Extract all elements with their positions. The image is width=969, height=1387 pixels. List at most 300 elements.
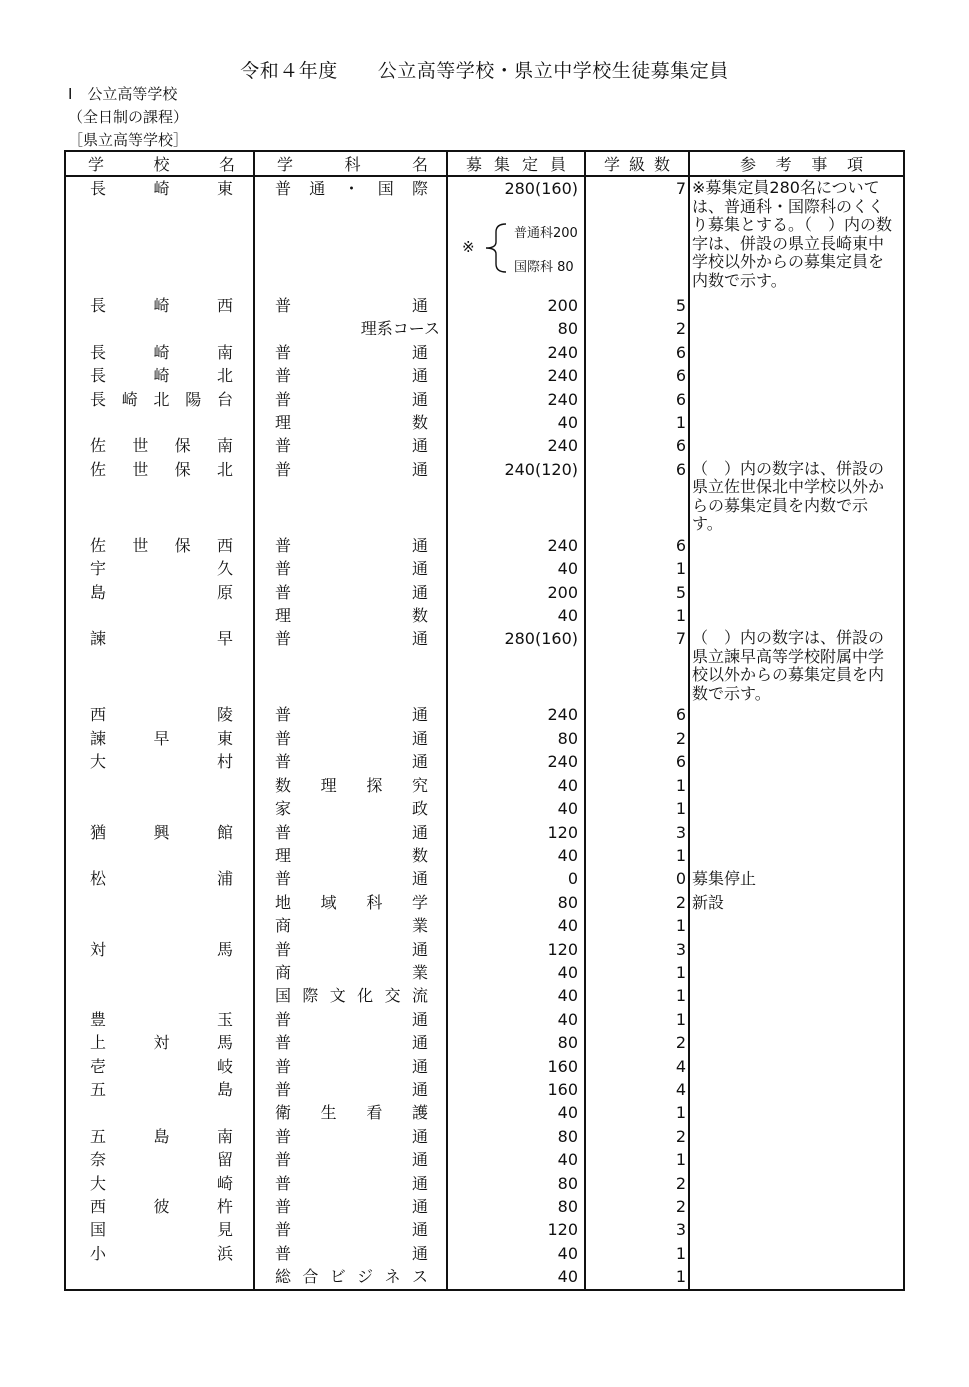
school-name-char: 島	[153, 1126, 170, 1146]
subject-char: 普	[275, 389, 292, 409]
header-school	[65, 151, 254, 176]
school-name-char: 馬	[216, 939, 233, 959]
header-char: 考	[775, 155, 792, 174]
subject-char: 家	[275, 799, 292, 819]
school-name-char: 対	[153, 1033, 170, 1053]
school-name-char: 南	[216, 342, 233, 362]
class-count-cell: 1	[585, 984, 689, 1007]
table-row	[65, 844, 904, 867]
school-name-char: 長	[90, 389, 107, 409]
school-name-char: 長	[90, 366, 107, 386]
class-count-cell: 4	[585, 1055, 689, 1078]
subject-char: 通	[411, 752, 428, 772]
class-count-cell: 1	[585, 1242, 689, 1265]
note-cell	[689, 1055, 904, 1078]
school-name-char: 佐	[90, 535, 107, 555]
subject-char: 生	[320, 1103, 337, 1123]
subject-char: 普	[275, 1197, 292, 1216]
school-name-char: 館	[216, 822, 233, 842]
school-name-char: 崎	[153, 366, 170, 386]
subject-char: 合	[302, 1267, 319, 1287]
note-cell	[689, 434, 904, 457]
subject-char: 際	[411, 179, 428, 198]
subject-char: ビ	[329, 1267, 346, 1287]
school-name-char: 松	[90, 869, 107, 889]
subject-char: 通	[411, 459, 428, 479]
school-name-char: 大	[90, 1173, 107, 1193]
school-name-cell	[65, 1172, 254, 1195]
course-label: （全日制の課程）	[68, 108, 189, 126]
capacity-cell: 120	[447, 938, 585, 961]
school-name-cell	[65, 797, 254, 820]
school-name-cell	[65, 914, 254, 937]
header-char: 学	[88, 155, 105, 174]
subject-char: 通	[411, 1126, 428, 1146]
class-count-cell: 1	[585, 914, 689, 937]
note-cell	[689, 1172, 904, 1195]
subject-char: 商	[275, 916, 292, 936]
school-name-char: 彼	[153, 1197, 170, 1216]
capacity-cell: 80	[447, 317, 585, 340]
table-row	[65, 984, 904, 1007]
school-name-cell	[65, 557, 254, 580]
subject-cell	[254, 627, 447, 703]
subject-char: 政	[411, 799, 428, 819]
class-count-cell: 3	[585, 821, 689, 844]
school-name-cell	[65, 1218, 254, 1241]
subject-char: 科	[366, 892, 383, 912]
subject-char: 通	[411, 1243, 428, 1263]
class-count-cell: 6	[585, 388, 689, 411]
table-row	[65, 1125, 904, 1148]
subject-cell	[254, 727, 447, 750]
note-text: 募集停止	[692, 869, 757, 889]
school-name-cell	[65, 961, 254, 984]
subject-cell	[254, 1055, 447, 1078]
subject-char: 通	[411, 705, 428, 725]
header-char: 定	[521, 155, 538, 174]
school-name-char: 浜	[216, 1243, 233, 1263]
class-count-cell: 2	[585, 1125, 689, 1148]
subject-char: 通	[411, 1197, 428, 1216]
note-cell	[689, 821, 904, 844]
school-name-char: 東	[216, 728, 233, 748]
capacity-cell: 40	[447, 844, 585, 867]
school-name-char: 諫	[90, 629, 107, 649]
class-count-cell: 6	[585, 341, 689, 364]
category-label: ［県立高等学校］	[68, 131, 189, 149]
school-name-cell	[65, 984, 254, 1007]
subject-char: 普	[275, 179, 292, 198]
subject-char: ネ	[384, 1267, 401, 1287]
note-cell	[689, 1101, 904, 1124]
class-count-cell: 2	[585, 727, 689, 750]
school-name-char: 早	[153, 728, 170, 748]
subject-char: 通	[411, 559, 428, 579]
subject-char: 普	[275, 1243, 292, 1263]
subject-char: 衛	[275, 1103, 292, 1123]
capacity-cell: 40	[447, 961, 585, 984]
subject-cell	[254, 1101, 447, 1124]
school-name-cell	[65, 434, 254, 457]
note-text: （ ）内の数字は、併設の県立佐世保北中学校以外からの募集定員を内数で示す。	[692, 458, 885, 534]
note-text: ※募集定員280名については、普通科・国際科のくくり募集とする。（ ）内の数字は、併設の県立長崎東中学校以外からの募集定員を内数で示す。	[692, 178, 893, 290]
subject-char: 通	[411, 1009, 428, 1029]
header-notes	[689, 151, 904, 176]
subject-char: 通	[411, 389, 428, 409]
subject-char: 通	[411, 436, 428, 456]
school-name-cell	[65, 821, 254, 844]
school-name-cell	[65, 1101, 254, 1124]
school-name-char: 保	[174, 535, 191, 555]
subject-char: 学	[411, 892, 428, 912]
school-name-char: 対	[90, 939, 107, 959]
school-name-char: 小	[90, 1243, 107, 1263]
header-char: 学	[277, 155, 294, 174]
capacity-cell: 40	[447, 1101, 585, 1124]
school-name-char: 久	[216, 559, 233, 579]
table-row	[65, 1055, 904, 1078]
table-row	[65, 1078, 904, 1101]
class-count-cell: 2	[585, 891, 689, 914]
subject-char: 際	[302, 986, 319, 1006]
note-cell	[689, 294, 904, 317]
subject-char: 普	[275, 1079, 292, 1099]
curly-brace-icon	[478, 222, 508, 274]
note-cell	[689, 411, 904, 434]
note-cell	[689, 604, 904, 627]
school-name-cell	[65, 891, 254, 914]
subject-char: 国	[377, 179, 394, 198]
table-row	[65, 388, 904, 411]
subject-char: ・	[343, 179, 360, 198]
capacity-cell: 280(160)	[447, 176, 585, 294]
school-name-cell	[65, 364, 254, 387]
title-year: 令和４年度	[240, 60, 338, 82]
subject-char: 普	[275, 1009, 292, 1029]
note-cell	[689, 341, 904, 364]
capacity-cell: 80	[447, 1031, 585, 1054]
school-name-char: 南	[216, 1126, 233, 1146]
capacity-cell: 120	[447, 821, 585, 844]
subject-char: 通	[411, 1033, 428, 1053]
subject-char: ス	[411, 1267, 428, 1287]
school-name-char: 原	[216, 582, 233, 602]
asterisk-mark: ※	[462, 238, 475, 256]
subject-cell	[254, 867, 447, 890]
school-name-char: 早	[216, 629, 233, 649]
subject-char: 流	[411, 986, 428, 1006]
school-name-cell	[65, 581, 254, 604]
school-name-cell	[65, 604, 254, 627]
header-char: 事	[811, 155, 828, 174]
school-name-char: 村	[216, 752, 233, 772]
school-name-char: 杵	[216, 1197, 233, 1216]
subject-cell	[254, 1148, 447, 1171]
note-cell	[689, 1265, 904, 1289]
class-count-cell: 3	[585, 938, 689, 961]
note-cell	[689, 627, 904, 703]
subject-name: 理系コース	[360, 319, 440, 339]
school-name-char: 諫	[90, 728, 107, 748]
subject-cell	[254, 703, 447, 726]
header-subject	[254, 151, 447, 176]
capacity-cell: 240	[447, 750, 585, 773]
subject-cell	[254, 938, 447, 961]
subject-char: 地	[275, 892, 292, 912]
subject-char: 普	[275, 939, 292, 959]
class-count-cell: 7	[585, 176, 689, 294]
subject-cell	[254, 341, 447, 364]
school-name-char: 猶	[90, 822, 107, 842]
subject-char: 理	[275, 606, 292, 626]
school-name-char: 長	[90, 296, 107, 315]
subject-cell	[254, 844, 447, 867]
subject-cell	[254, 984, 447, 1007]
school-name-cell	[65, 867, 254, 890]
class-count-cell: 1	[585, 604, 689, 627]
table-row	[65, 867, 904, 890]
header-char: 員	[549, 155, 566, 174]
school-name-char: 西	[216, 296, 233, 315]
class-count-cell: 2	[585, 1195, 689, 1218]
bracket-line-international: 国際科 80	[514, 260, 574, 275]
table-row	[65, 411, 904, 434]
subject-char: 普	[275, 459, 292, 479]
class-count-cell: 6	[585, 434, 689, 457]
school-name-char: 陵	[216, 705, 233, 725]
subject-char: 数	[411, 845, 428, 865]
table-row	[65, 703, 904, 726]
note-text: 新設	[692, 892, 725, 912]
school-name-char: 北	[216, 366, 233, 386]
header-char: 名	[411, 155, 428, 174]
class-count-cell: 1	[585, 844, 689, 867]
note-cell	[689, 727, 904, 750]
note-cell	[689, 1125, 904, 1148]
table-row	[65, 434, 904, 457]
school-name-char: 崎	[153, 342, 170, 362]
note-cell	[689, 458, 904, 534]
school-name-char: 上	[90, 1033, 107, 1053]
header-char: 数	[653, 155, 670, 174]
header-char: 級	[628, 155, 645, 174]
class-count-cell: 6	[585, 703, 689, 726]
subject-char: 通	[411, 1220, 428, 1240]
table-row	[65, 914, 904, 937]
subject-cell	[254, 176, 447, 294]
subject-char: 通	[411, 869, 428, 889]
note-cell	[689, 1078, 904, 1101]
table-row	[65, 581, 904, 604]
class-count-cell: 1	[585, 774, 689, 797]
header-char: 学	[604, 155, 621, 174]
note-cell	[689, 774, 904, 797]
subject-cell	[254, 1195, 447, 1218]
note-cell	[689, 984, 904, 1007]
subject-char: 通	[411, 1173, 428, 1193]
section-heading: Ⅰ 公立高等学校	[68, 85, 178, 103]
header-capacity	[447, 151, 585, 176]
header-char: 名	[218, 155, 235, 174]
subject-char: 護	[411, 1103, 428, 1123]
capacity-cell: 40	[447, 797, 585, 820]
subject-char: 国	[275, 986, 292, 1006]
school-name-char: 五	[90, 1126, 107, 1146]
subject-char: 普	[275, 869, 292, 889]
table-row	[65, 1148, 904, 1171]
school-name-char: 西	[90, 705, 107, 725]
capacity-cell: 240	[447, 388, 585, 411]
subject-cell	[254, 434, 447, 457]
class-count-cell: 6	[585, 750, 689, 773]
school-name-char: 西	[216, 535, 233, 555]
capacity-cell: 40	[447, 411, 585, 434]
school-name-char: 東	[216, 179, 233, 198]
note-cell	[689, 388, 904, 411]
capacity-cell: 280(160)	[447, 627, 585, 703]
table-row	[65, 797, 904, 820]
subject-cell	[254, 411, 447, 434]
title-main: 公立高等学校・県立中学校生徒募集定員	[377, 60, 729, 82]
note-cell	[689, 1031, 904, 1054]
subject-cell	[254, 557, 447, 580]
table-row	[65, 1008, 904, 1031]
capacity-cell: 40	[447, 604, 585, 627]
header-char: 参	[740, 155, 757, 174]
subject-char: 普	[275, 1150, 292, 1170]
subject-cell	[254, 1078, 447, 1101]
note-cell	[689, 891, 904, 914]
school-name-cell	[65, 844, 254, 867]
subject-char: 普	[275, 728, 292, 748]
school-name-char: 国	[90, 1220, 107, 1240]
header-classes	[585, 151, 689, 176]
school-name-cell	[65, 294, 254, 317]
capacity-cell: 240(120)	[447, 458, 585, 534]
note-cell	[689, 1008, 904, 1031]
capacity-cell: 240	[447, 534, 585, 557]
subject-char: 業	[411, 962, 428, 982]
subject-char: 普	[275, 559, 292, 579]
capacity-cell: 80	[447, 1195, 585, 1218]
school-name-char: 長	[90, 342, 107, 362]
subject-cell	[254, 1031, 447, 1054]
capacity-cell: 200	[447, 294, 585, 317]
school-name-char: 岐	[216, 1056, 233, 1076]
table-row	[65, 294, 904, 317]
school-name-char: 南	[216, 436, 233, 456]
class-count-cell: 2	[585, 1031, 689, 1054]
class-count-cell: 1	[585, 1101, 689, 1124]
subject-cell	[254, 797, 447, 820]
capacity-cell: 40	[447, 774, 585, 797]
school-name-char: 台	[216, 389, 233, 409]
school-name-char: 馬	[216, 1033, 233, 1053]
school-name-cell	[65, 1008, 254, 1031]
capacity-cell: 160	[447, 1055, 585, 1078]
class-count-cell: 6	[585, 458, 689, 534]
capacity-cell: 80	[447, 1125, 585, 1148]
subject-char: 普	[275, 752, 292, 772]
subject-char: 普	[275, 342, 292, 362]
subject-cell	[254, 294, 447, 317]
class-count-cell: 1	[585, 961, 689, 984]
capacity-cell: 200	[447, 581, 585, 604]
subject-cell	[254, 821, 447, 844]
subject-char: 通	[411, 582, 428, 602]
school-name-char: 崎	[121, 389, 138, 409]
subject-char: 普	[275, 535, 292, 555]
subject-char: 通	[411, 1056, 428, 1076]
page-title	[0, 56, 969, 83]
subject-char: 数	[275, 775, 292, 795]
class-count-cell: 2	[585, 317, 689, 340]
table-row	[65, 604, 904, 627]
school-name-cell	[65, 727, 254, 750]
subject-char: 通	[411, 939, 428, 959]
table-row	[65, 317, 904, 340]
subject-cell	[254, 458, 447, 534]
subject-char: 通	[309, 179, 326, 198]
subject-char: 通	[411, 1150, 428, 1170]
table-row	[65, 727, 904, 750]
subject-cell	[254, 1265, 447, 1289]
class-count-cell: 1	[585, 411, 689, 434]
subject-char: 普	[275, 705, 292, 725]
school-name-char: 佐	[90, 436, 107, 456]
subject-char: 数	[411, 413, 428, 433]
table-header-row	[65, 151, 904, 176]
class-count-cell: 7	[585, 627, 689, 703]
header-char: 項	[846, 155, 863, 174]
subject-char: 理	[275, 413, 292, 433]
table-body	[65, 176, 904, 1290]
school-name-cell	[65, 388, 254, 411]
class-count-cell: 2	[585, 1172, 689, 1195]
note-cell	[689, 703, 904, 726]
subject-cell	[254, 1218, 447, 1241]
class-count-cell: 1	[585, 557, 689, 580]
subject-char: 通	[411, 535, 428, 555]
subject-cell	[254, 961, 447, 984]
school-name-char: 玉	[216, 1009, 233, 1029]
school-name-cell	[65, 750, 254, 773]
capacity-cell: 240	[447, 341, 585, 364]
capacity-cell: 240	[447, 434, 585, 457]
subject-char: 商	[275, 962, 292, 982]
note-cell	[689, 797, 904, 820]
school-name-char: 崎	[153, 179, 170, 198]
school-name-char: 見	[216, 1220, 233, 1240]
school-name-char: 佐	[90, 459, 107, 479]
capacity-cell: 40	[447, 557, 585, 580]
school-name-char: 豊	[90, 1009, 107, 1029]
table-row	[65, 557, 904, 580]
subject-cell	[254, 750, 447, 773]
table-row	[65, 961, 904, 984]
table-row	[65, 938, 904, 961]
school-name-char: 陽	[185, 389, 202, 409]
capacity-cell: 40	[447, 1265, 585, 1289]
table-row	[65, 1195, 904, 1218]
table-row	[65, 750, 904, 773]
subject-char: ジ	[357, 1267, 374, 1287]
bracket-line-general: 普通科200	[514, 226, 578, 241]
school-name-char: 保	[174, 459, 191, 479]
note-cell	[689, 176, 904, 294]
subject-char: 普	[275, 822, 292, 842]
